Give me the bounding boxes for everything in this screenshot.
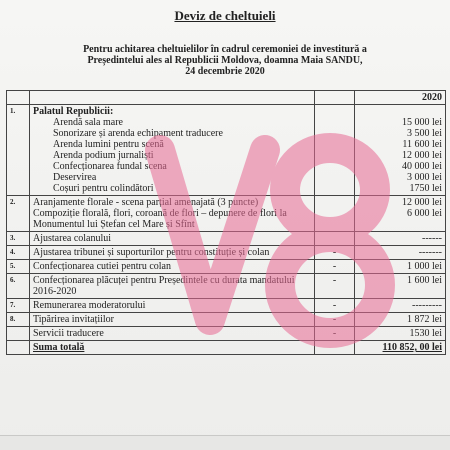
item-label: Confecționarea fundal scena — [53, 161, 167, 172]
row-description — [30, 105, 315, 196]
row-description — [30, 246, 315, 260]
item-value: 40 000 lei — [402, 161, 442, 172]
item-value: 1750 lei — [409, 183, 442, 194]
row-values — [355, 105, 446, 196]
item-value: ------ — [422, 233, 442, 244]
item-label: Arendă sala mare — [53, 117, 123, 128]
row-description — [30, 260, 315, 274]
row-dash: - — [315, 299, 355, 313]
row-description — [30, 299, 315, 313]
row-values — [355, 196, 446, 232]
item-value: 12 000 lei — [402, 197, 442, 208]
row-dash: - — [315, 274, 355, 299]
row-dash: - — [315, 246, 355, 260]
subtitle-line-3: 24 decembrie 2020 — [185, 66, 265, 77]
section-heading: Palatul Republicii: — [33, 106, 114, 117]
year-header: 2020 — [355, 91, 446, 105]
row-description — [30, 274, 315, 299]
row-dash — [315, 232, 355, 246]
item-value: ------- — [418, 247, 442, 258]
row-dash: - — [315, 327, 355, 341]
table-row — [7, 313, 446, 327]
cost-table — [6, 90, 446, 355]
table-row — [7, 260, 446, 274]
row-description — [30, 232, 315, 246]
item-label: Confecționarea cutiei pentru colan — [33, 261, 171, 272]
item-value: --------- — [412, 300, 442, 311]
item-label: Arenda podium jurnaliști — [53, 150, 154, 161]
row-description — [30, 327, 315, 341]
table-row — [7, 232, 446, 246]
row-values — [355, 232, 446, 246]
item-value: 1530 lei — [409, 328, 442, 339]
row-dash: - — [315, 260, 355, 274]
item-label: Arenda lumini pentru scenă — [53, 139, 164, 150]
row-description — [30, 313, 315, 327]
item-value: 6 000 lei — [407, 208, 442, 219]
row-dash: - — [315, 313, 355, 327]
table-row — [7, 299, 446, 313]
item-label: Ajustarea tribunei și suporturilor pentru constituție și colan — [33, 247, 270, 258]
row-values — [355, 274, 446, 299]
item-label: 2016-2020 — [33, 286, 77, 297]
subtitle-line-1: Pentru achitarea cheltuielilor în cadrul ceremoniei de investitură a — [83, 44, 367, 55]
item-label: Ajustarea colanului — [33, 233, 112, 244]
row-description — [30, 196, 315, 232]
row-number: 5. — [7, 260, 30, 274]
item-label: Coșuri pentru colindători — [53, 183, 154, 194]
row-dash — [315, 105, 355, 196]
item-label: Compoziție florală, flori, coroană de flori – depunere de flori la — [33, 208, 287, 219]
row-number — [7, 327, 30, 341]
item-value: 1 872 lei — [407, 314, 442, 325]
item-label: Monumentul lui Ștefan cel Mare și Sfînt — [33, 219, 195, 230]
total-value: 110 852, 00 lei — [355, 341, 446, 355]
item-label: Tipărirea invitațiilor — [33, 314, 115, 325]
item-value: 3 500 lei — [407, 128, 442, 139]
row-number: 6. — [7, 274, 30, 299]
item-label: Sonorizare și arenda echipament traducere — [53, 128, 223, 139]
row-values — [355, 299, 446, 313]
total-label: Suma totală — [33, 342, 85, 353]
row-dash — [315, 196, 355, 232]
table-row — [7, 327, 446, 341]
total-row — [7, 341, 446, 355]
item-value: 12 000 lei — [402, 150, 442, 161]
row-values — [355, 327, 446, 341]
row-values — [355, 260, 446, 274]
row-number: 4. — [7, 246, 30, 260]
table-row — [7, 196, 446, 232]
table-row — [7, 246, 446, 260]
item-value: 15 000 lei — [402, 117, 442, 128]
row-number: 7. — [7, 299, 30, 313]
row-number: 8. — [7, 313, 30, 327]
table-row — [7, 274, 446, 299]
item-value: 3 000 lei — [407, 172, 442, 183]
item-label: Remunerarea moderatorului — [33, 300, 146, 311]
page-bottom-edge — [0, 435, 450, 450]
item-value: 1 000 lei — [407, 261, 442, 272]
item-label: Aranjamente florale - scena parțial amenajată (3 puncte) — [33, 197, 259, 208]
item-value: 1 600 lei — [407, 275, 442, 286]
item-label: Deservirea — [53, 172, 97, 183]
item-label: Servicii traducere — [33, 328, 104, 339]
subtitle-line-2: Președintelui ales al Republicii Moldova, doamna Maia SANDU, — [87, 55, 363, 66]
table-header-row — [7, 91, 446, 105]
table-row — [7, 105, 446, 196]
row-number: 3. — [7, 232, 30, 246]
item-label: Confecționarea plăcuței pentru Președintele cu durata mandatului — [33, 275, 295, 286]
row-number: 2. — [7, 196, 30, 232]
row-number: 1. — [7, 105, 30, 196]
row-values — [355, 313, 446, 327]
row-values — [355, 246, 446, 260]
document-title: Deviz de cheltuieli — [174, 8, 276, 23]
item-value: 11 600 lei — [402, 139, 442, 150]
